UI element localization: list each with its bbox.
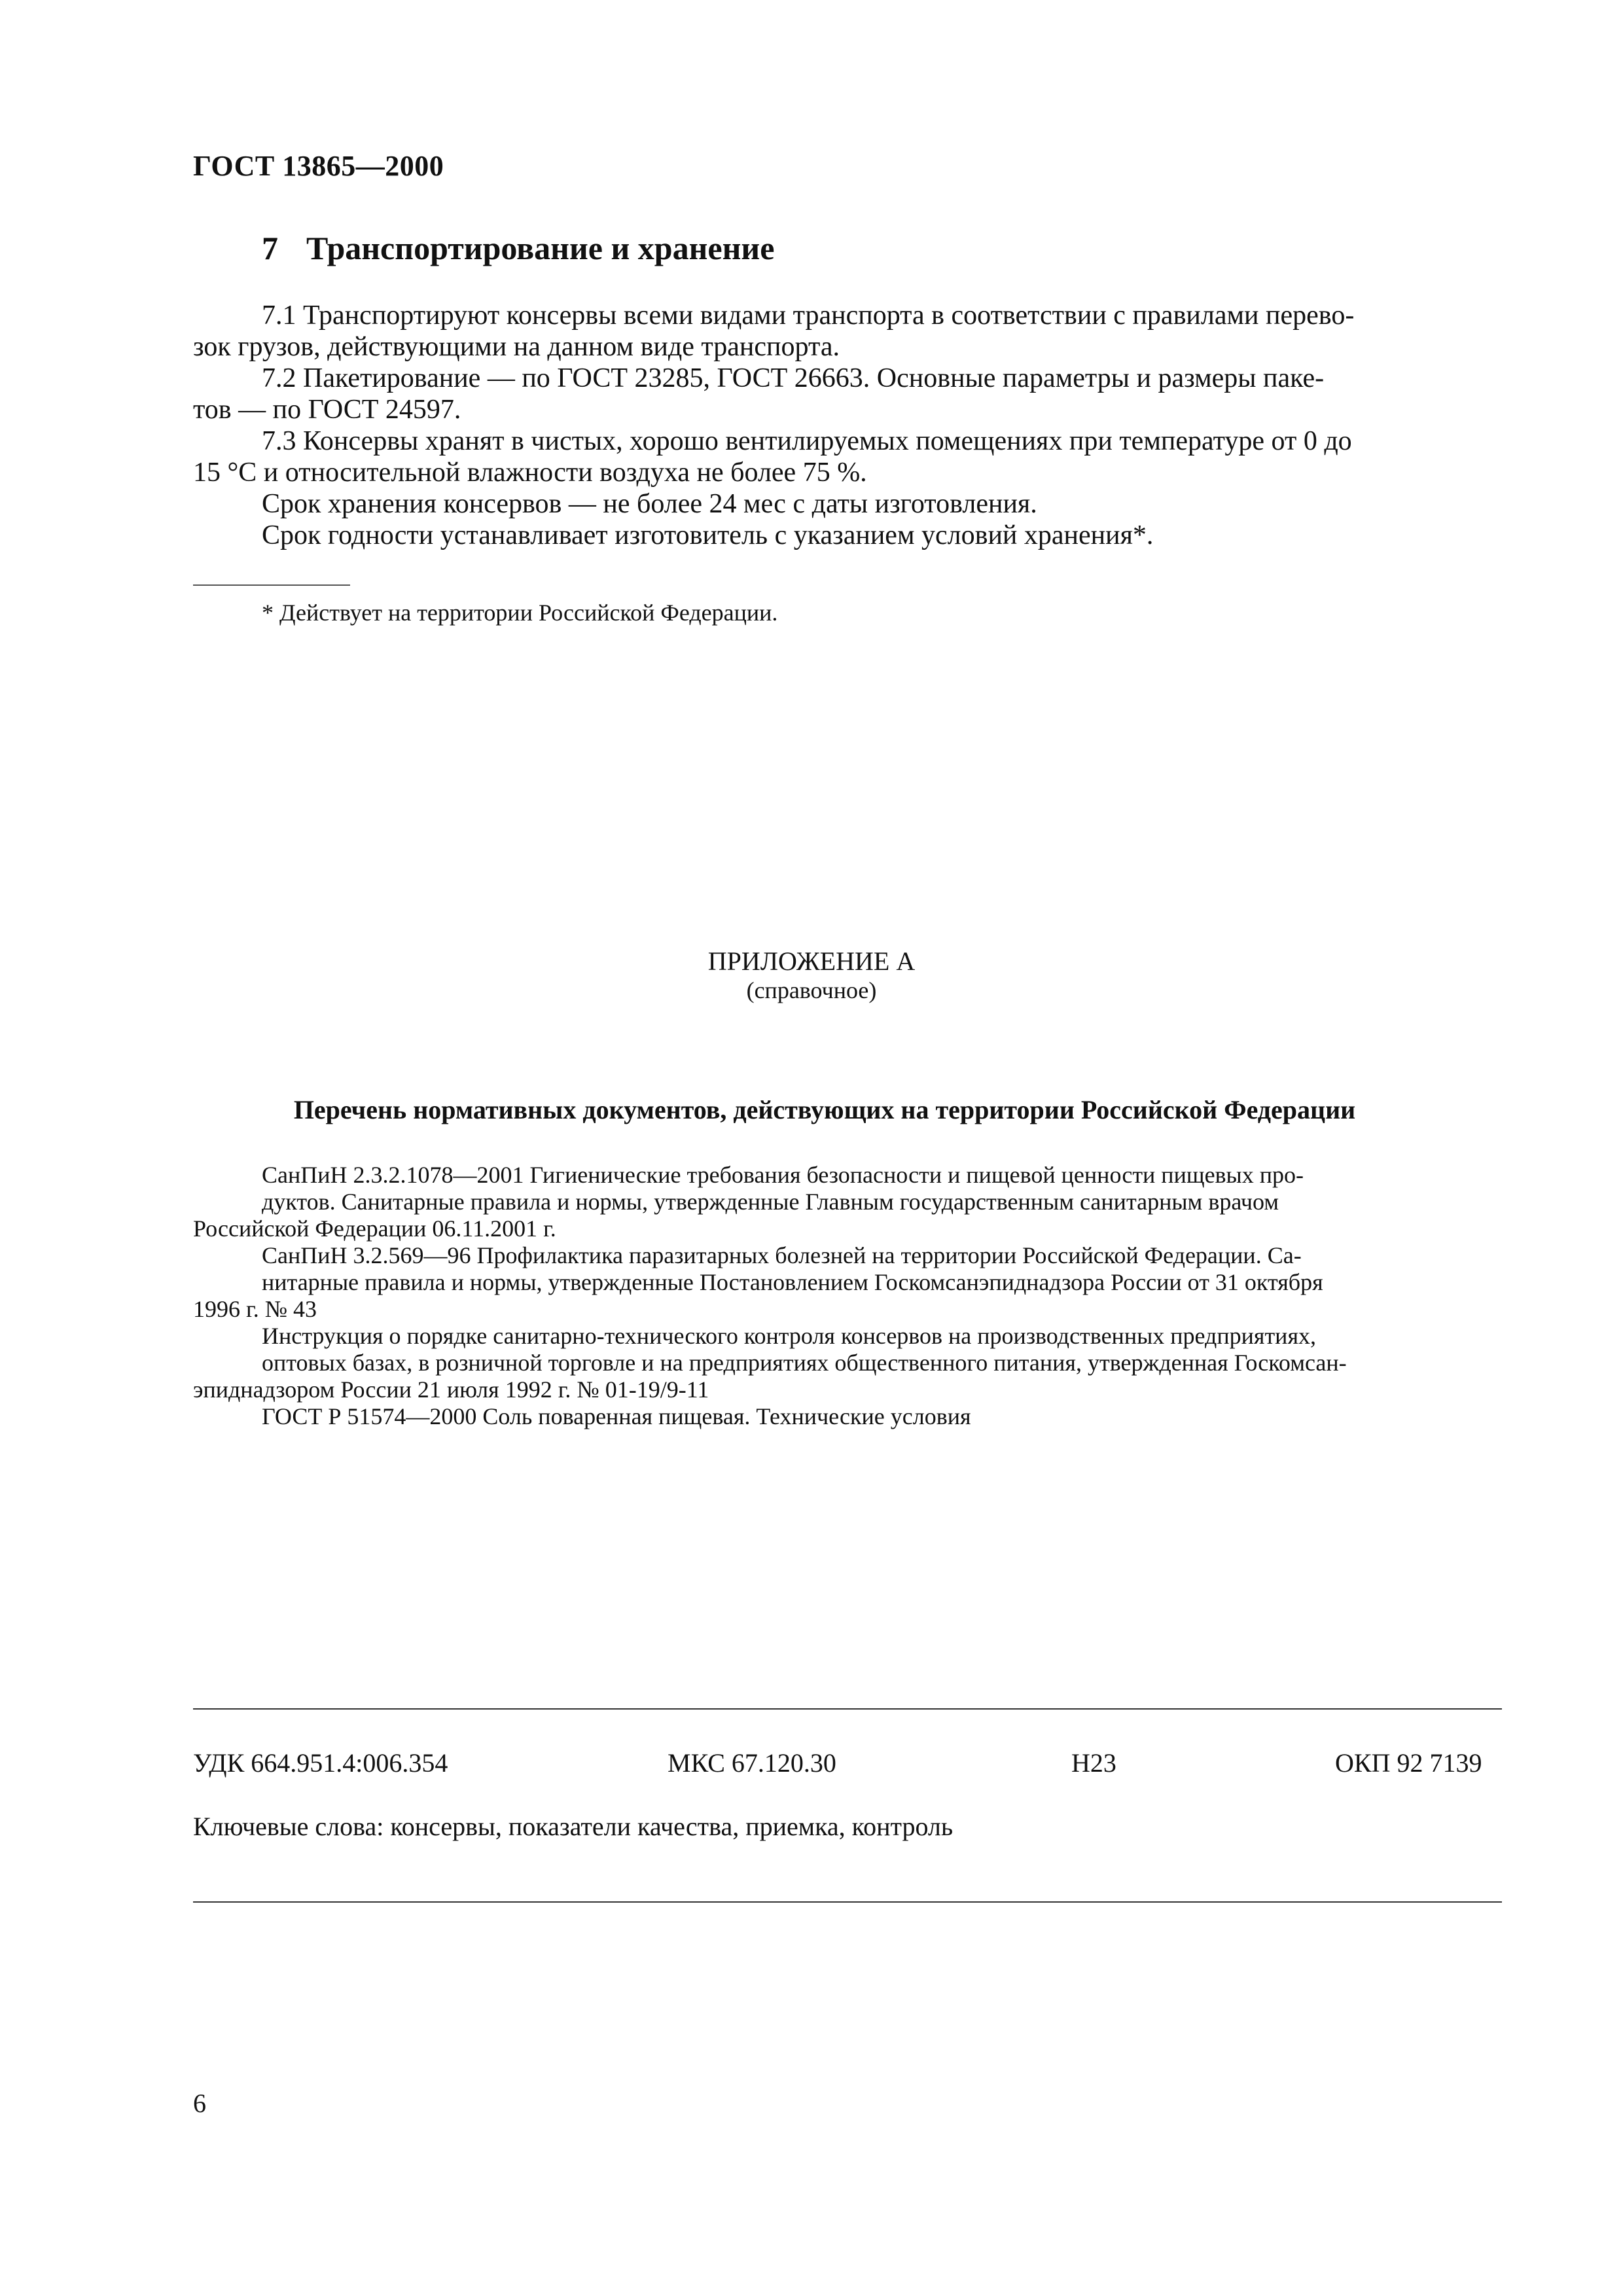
text-line: ГОСТ Р 51574—2000 Соль поваренная пищевая. Технические условия xyxy=(262,1403,971,1429)
paragraph-7-1 xyxy=(193,300,1502,363)
text-line: 7.2 Пакетирование — по ГОСТ 23285, ГОСТ 26663. Основные параметры и размеры паке- xyxy=(262,363,1325,393)
standard-id: ГОСТ 13865—2000 xyxy=(193,150,444,182)
footnote-separator xyxy=(193,584,350,586)
reference-item xyxy=(193,1403,1502,1430)
bibliographic-top-rule xyxy=(193,1708,1502,1710)
udk-code: УДК 664.951.4:006.354 xyxy=(193,1748,448,1778)
paragraph-storage-period xyxy=(193,488,1502,520)
text-line: оптовых базах, в розничной торговле и на предприятиях общественного питания, утвержденная Госкомсан- xyxy=(262,1350,1347,1376)
reference-item xyxy=(193,1323,1502,1403)
text-line: Срок годности устанавливает изготовитель с указанием условий хранения*. xyxy=(262,520,1154,550)
section-body xyxy=(193,300,1502,551)
footnote: * Действует на территории Российской Федерации. xyxy=(262,600,778,626)
mks-code: МКС 67.120.30 xyxy=(668,1748,836,1778)
okp-code: ОКП 92 7139 xyxy=(1335,1748,1482,1778)
annex-title: Перечень нормативных документов, действующих на территории Российской Федерации xyxy=(293,1095,1356,1124)
text-line: СанПиН 3.2.569—96 Профилактика паразитарных болезней на территории Российской Федерации. Са- xyxy=(262,1242,1302,1268)
text-line: эпиднадзором России 21 июля 1992 г. № 01-19/9-11 xyxy=(193,1376,709,1403)
bibliographic-bottom-rule xyxy=(193,1901,1502,1903)
reference-item xyxy=(193,1242,1502,1323)
text-line: Российской Федерации 06.11.2001 г. xyxy=(193,1215,556,1242)
reference-item xyxy=(193,1162,1502,1242)
paragraph-shelf-life xyxy=(193,520,1502,551)
text-line: зок грузов, действующими на данном виде транспорта. xyxy=(193,332,840,362)
annex-label: ПРИЛОЖЕНИЕ А xyxy=(707,946,916,976)
paragraph-7-2 xyxy=(193,363,1502,425)
text-line: дуктов. Санитарные правила и нормы, утвержденные Главным государственным санитарным врачом xyxy=(262,1189,1279,1215)
text-line: 7.3 Консервы хранят в чистых, хорошо вентилируемых помещениях при температуре от 0 до xyxy=(262,426,1352,456)
text-line: СанПиН 2.3.2.1078—2001 Гигиенические требования безопасности и пищевой ценности пищевых про- xyxy=(262,1162,1304,1188)
text-line: тов — по ГОСТ 24597. xyxy=(193,395,461,425)
text-line: 1996 г. № 43 xyxy=(193,1296,317,1322)
text-line: 15 °С и относительной влажности воздуха не более 75 %. xyxy=(193,457,867,488)
paragraph-7-3 xyxy=(193,425,1502,488)
keywords: Ключевые слова: консервы, показатели качества, приемка, контроль xyxy=(193,1812,954,1841)
annex-type: (справочное) xyxy=(746,977,877,1003)
reference-list xyxy=(193,1162,1502,1430)
section-title: Транспортирование и хранение xyxy=(306,230,775,266)
group-code: Н23 xyxy=(1071,1748,1116,1778)
section-number: 7 xyxy=(262,230,278,266)
text-line: 7.1 Транспортируют консервы всеми видами транспорта в соответствии с правилами перево- xyxy=(262,300,1355,331)
page-number: 6 xyxy=(193,2089,206,2118)
text-line: нитарные правила и нормы, утвержденные Постановлением Госкомсанэпиднадзора России от 31 октября xyxy=(262,1269,1323,1295)
section-heading xyxy=(262,229,774,267)
text-line: Срок хранения консервов — не более 24 мес с даты изготовления. xyxy=(262,489,1037,519)
text-line: Инструкция о порядке санитарно-технического контроля консервов на производственных предприятиях, xyxy=(262,1323,1316,1349)
